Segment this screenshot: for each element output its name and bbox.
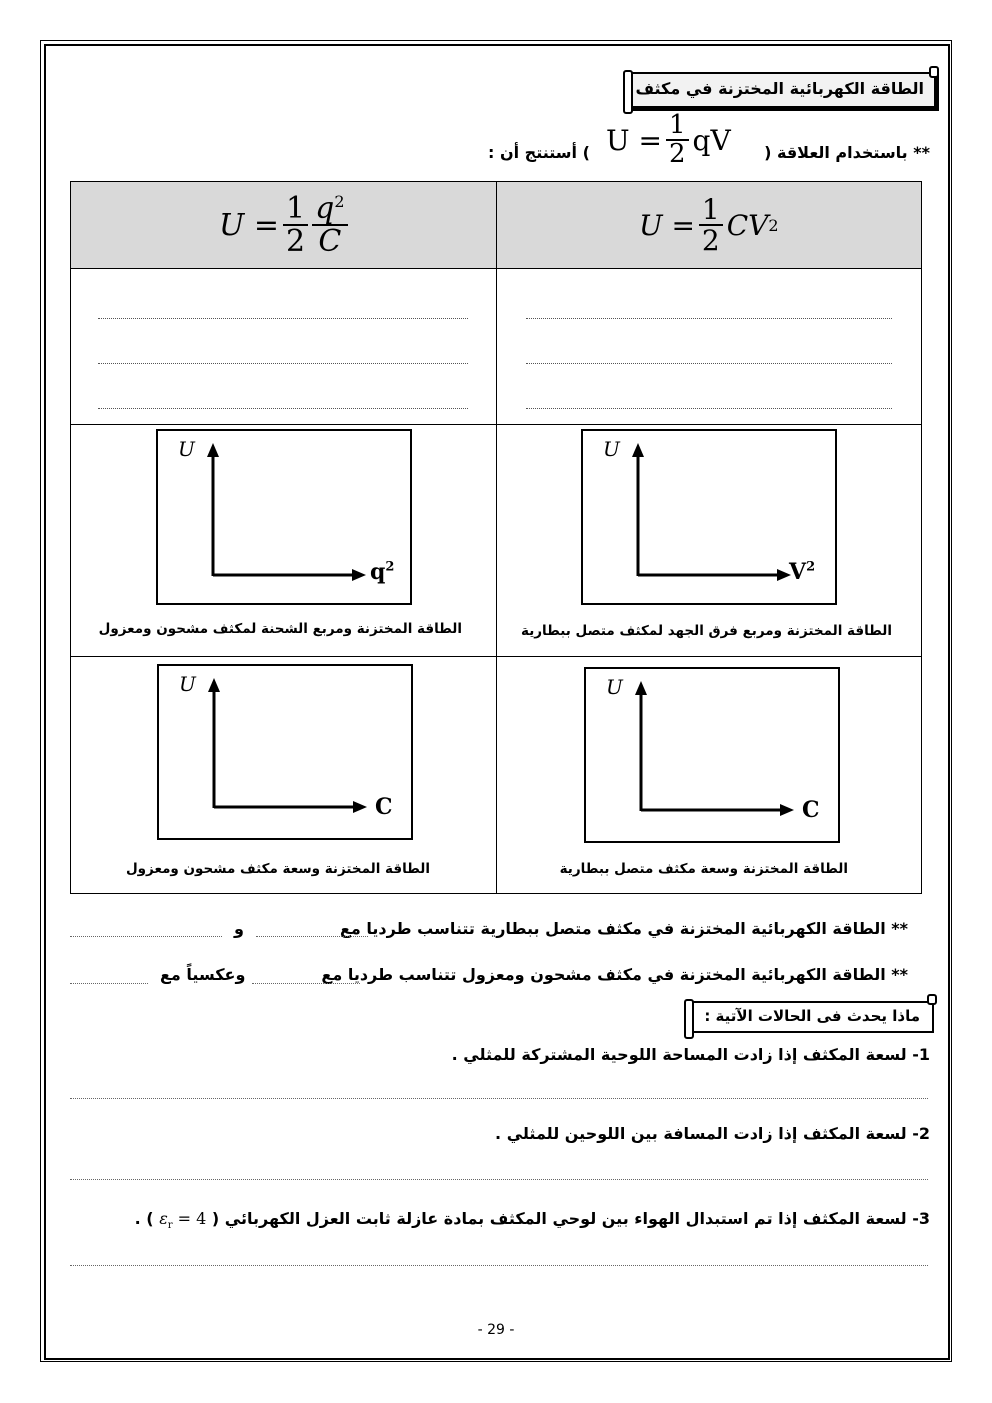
formula-right-den: 2 bbox=[701, 224, 720, 257]
answer-line bbox=[98, 408, 468, 409]
graph-x-label: C bbox=[375, 794, 393, 820]
graph-x-label bbox=[370, 559, 394, 585]
question-text: لسعة المكثف إذا تم استبدال الهواء بين لوحي المكثف بمادة عازلة ثابت العزل الكهربائي ( bbox=[211, 1209, 907, 1228]
banner-scroll-left bbox=[623, 70, 633, 114]
question-number: 2- bbox=[912, 1124, 930, 1143]
axes-icon bbox=[586, 669, 838, 841]
axes-icon bbox=[159, 666, 411, 838]
graph-y-label: U bbox=[179, 672, 196, 696]
graph-x-label bbox=[789, 559, 815, 585]
blank-line[interactable] bbox=[70, 936, 222, 937]
intro-prefix: ** باستخدام العلاقة bbox=[777, 143, 930, 162]
answer-line[interactable] bbox=[70, 1265, 928, 1266]
header-cell-left bbox=[71, 182, 497, 269]
intro-suffix-line bbox=[488, 143, 590, 162]
graph-y-label: U bbox=[603, 437, 620, 461]
intro-formula bbox=[606, 112, 731, 169]
epsilon-expression bbox=[159, 1209, 207, 1232]
epsilon-value: = 4 bbox=[177, 1209, 207, 1228]
intro-line bbox=[764, 143, 930, 162]
answer-line bbox=[526, 363, 892, 364]
graph-x-label-text: q bbox=[370, 559, 386, 585]
answer-line[interactable] bbox=[70, 1179, 928, 1180]
statement-and: و bbox=[234, 919, 244, 938]
graph-u-vs-q2 bbox=[156, 429, 412, 605]
graph-x-sup: 2 bbox=[385, 559, 395, 575]
graph-u-vs-c-battery bbox=[584, 667, 840, 843]
question-3 bbox=[135, 1209, 930, 1231]
intro-close-paren: ) bbox=[582, 143, 590, 162]
formula-right-num: 1 bbox=[699, 195, 723, 226]
statement-inverse: وعكسياً مع bbox=[160, 965, 246, 984]
formula-left-q: q bbox=[315, 190, 335, 226]
formula-left-num: 1 bbox=[283, 193, 308, 227]
section-title-banner bbox=[628, 72, 936, 108]
statement-battery: ** الطاقة الكهربائية المختزنة في مكثف متصل ببطارية تتناسب طرديا مع bbox=[339, 919, 908, 938]
intro-formula-num: 1 bbox=[666, 112, 689, 141]
question-tail: ) . bbox=[134, 1209, 154, 1228]
answer-line bbox=[526, 408, 892, 409]
header-cell-right bbox=[496, 182, 921, 269]
what-happens-title: ماذا يحدث فى الحالات الآتية : bbox=[704, 1007, 920, 1025]
epsilon-sub: r bbox=[167, 1220, 173, 1232]
question-text: لسعة المكثف إذا زادت المسافة بين اللوحين للمثلي . bbox=[495, 1124, 907, 1143]
banner-scroll-right bbox=[929, 66, 939, 78]
blank-line[interactable] bbox=[256, 936, 368, 937]
answer-line bbox=[526, 318, 892, 319]
intro-suffix: أستنتج أن : bbox=[488, 143, 578, 162]
intro-formula-lhs: U = bbox=[606, 123, 662, 157]
formula-left-den: 2 bbox=[286, 224, 306, 259]
intro-formula-rhs: qV bbox=[692, 123, 731, 157]
graph-y-label: U bbox=[178, 437, 195, 461]
page-number: - 29 - bbox=[477, 1322, 515, 1338]
blank-line[interactable] bbox=[252, 983, 360, 984]
question-number: 1- bbox=[912, 1045, 930, 1064]
answer-line[interactable] bbox=[70, 1098, 928, 1099]
intro-open-paren: ( bbox=[764, 143, 772, 162]
intro-formula-den: 2 bbox=[668, 139, 686, 170]
formula-cv-squared bbox=[638, 192, 779, 257]
formula-left-q-sup: 2 bbox=[334, 191, 345, 211]
graph-caption: الطاقة المختزنة ومربع الشحنة لمكثف مشحون ومعزول bbox=[98, 621, 462, 637]
banner-scroll-left bbox=[684, 999, 694, 1039]
formula-right-lhs: U = bbox=[638, 208, 695, 242]
statement-isolated: ** الطاقة الكهربائية المختزنة في مكثف مشحون ومعزول تتناسب طرديا مع bbox=[321, 965, 908, 984]
formula-right-sup: 2 bbox=[768, 215, 779, 235]
banner-scroll-right bbox=[927, 994, 937, 1005]
section-title: الطاقة الكهربائية المختزنة في مكثف bbox=[635, 79, 924, 98]
graph-x-label-text: V bbox=[789, 559, 807, 585]
formula-q-squared-over-c bbox=[219, 190, 347, 259]
formula-left-c: C bbox=[318, 224, 342, 259]
graph-caption: الطاقة المختزنة وسعة مكثف مشحون ومعزول bbox=[125, 861, 430, 877]
answer-cell-left[interactable] bbox=[71, 269, 497, 425]
answer-line bbox=[98, 318, 468, 319]
answer-cell-right[interactable] bbox=[496, 269, 921, 425]
question-text: لسعة المكثف إذا زادت المساحة اللوحية المشتركة للمثلي . bbox=[451, 1045, 907, 1064]
graph-x-label: C bbox=[802, 797, 820, 823]
formula-left-lhs: U = bbox=[219, 207, 279, 243]
graph-u-vs-c-isolated bbox=[157, 664, 413, 840]
question-1 bbox=[452, 1045, 930, 1064]
graph-u-vs-v2 bbox=[581, 429, 837, 605]
question-number: 3- bbox=[912, 1209, 930, 1228]
epsilon-symbol: ε bbox=[159, 1209, 168, 1228]
graph-x-sup: 2 bbox=[806, 559, 816, 575]
blank-line[interactable] bbox=[70, 983, 148, 984]
graph-caption: الطاقة المختزنة وسعة مكثف متصل ببطارية bbox=[559, 861, 848, 877]
graph-y-label: U bbox=[606, 675, 623, 699]
question-2 bbox=[495, 1124, 930, 1143]
formula-right-rhs: CV bbox=[726, 208, 769, 242]
what-happens-banner bbox=[690, 1001, 934, 1033]
graph-caption: الطاقة المختزنة ومربع فرق الجهد لمكثف متصل ببطارية bbox=[521, 623, 892, 639]
answer-line bbox=[98, 363, 468, 364]
